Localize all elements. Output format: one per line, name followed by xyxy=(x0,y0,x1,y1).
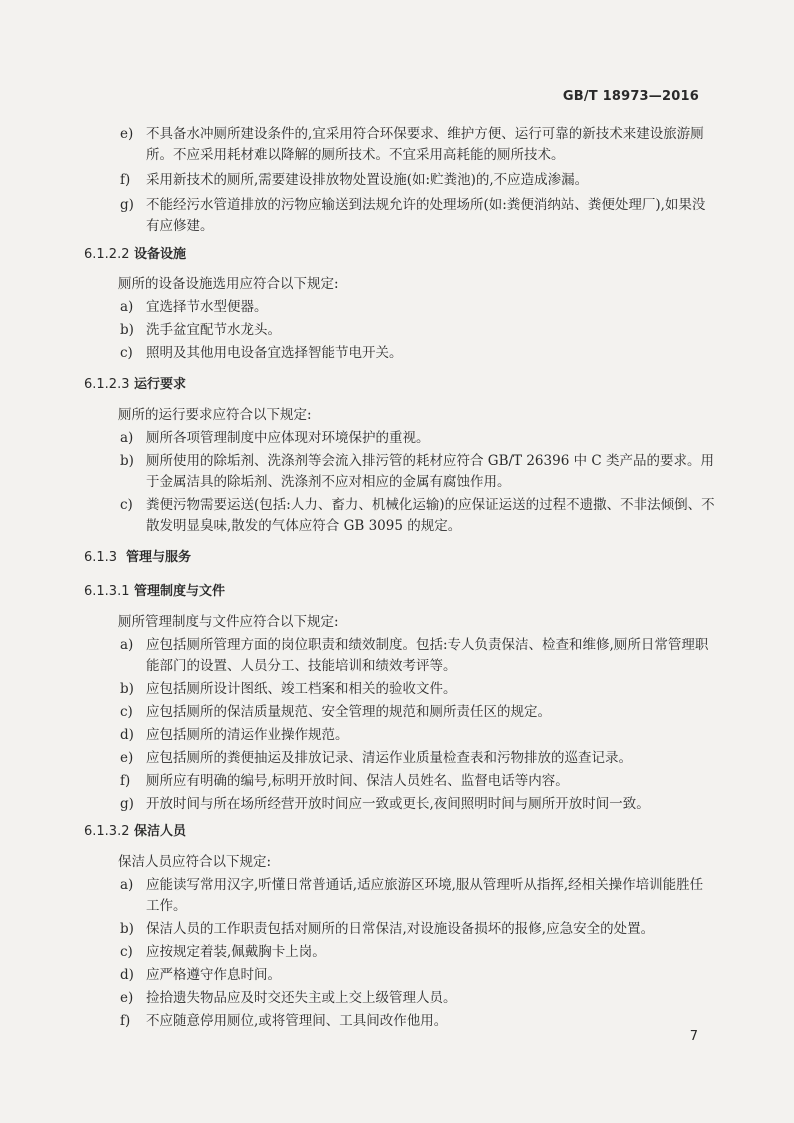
list-marker: a) xyxy=(120,430,134,446)
section-number: 6.1.3 xyxy=(84,550,118,565)
list-item xyxy=(96,875,716,917)
list-text: 保洁人员的工作职责包括对厕所的日常保洁,对设施设备损坏的报修,应急安全的处置。 xyxy=(146,921,655,937)
list-item xyxy=(96,794,716,815)
list-item xyxy=(96,942,716,963)
list-item xyxy=(96,965,716,986)
section-number: 6.1.2.2 xyxy=(84,247,130,262)
list-marker: a) xyxy=(120,299,134,315)
section-6123-body xyxy=(96,405,716,537)
section-title: 设备设施 xyxy=(134,247,187,262)
list-item xyxy=(96,495,716,537)
section-6131 xyxy=(84,582,704,602)
list-item xyxy=(96,988,716,1009)
list-item xyxy=(96,451,716,493)
section-heading xyxy=(84,582,704,602)
list-text: 应包括厕所管理方面的岗位职责和绩效制度。包括:专人负责保洁、检查和维修,厕所日常管理职能部门的设置、人员分工、技能培训和绩效考评等。 xyxy=(146,637,709,674)
section-6123 xyxy=(84,375,704,395)
list-item xyxy=(96,124,716,166)
list-item xyxy=(96,702,716,723)
list-marker: c) xyxy=(120,704,133,720)
list-text: 采用新技术的厕所,需要建设排放物处置设施(如:贮粪池)的,不应造成渗漏。 xyxy=(146,172,589,188)
list-item xyxy=(96,1011,716,1032)
list-item xyxy=(96,919,716,940)
list-marker: g) xyxy=(120,796,134,812)
list-marker: b) xyxy=(120,681,134,697)
section-6122-body xyxy=(96,274,716,364)
list-text: 应包括厕所的保洁质量规范、安全管理的规范和厕所责任区的规定。 xyxy=(146,704,551,720)
list-marker: c) xyxy=(120,345,133,361)
list-text: 应严格遵守作息时间。 xyxy=(146,967,281,983)
section-intro: 保洁人员应符合以下规定: xyxy=(118,854,272,870)
section-title: 运行要求 xyxy=(134,377,187,392)
section-title: 保洁人员 xyxy=(134,824,187,839)
list-marker: f) xyxy=(120,1013,131,1029)
section-number: 6.1.3.2 xyxy=(84,824,130,839)
list-item xyxy=(96,428,716,449)
list-text: 捡拾遗失物品应及时交还失主或上交上级管理人员。 xyxy=(146,990,457,1006)
list-text: 不能经污水管道排放的污物应输送到法规允许的处理场所(如:粪便消纳站、粪便处理厂),如果没有应修建。 xyxy=(146,197,706,234)
section-6132 xyxy=(84,822,704,842)
list-item xyxy=(96,170,716,191)
standard-number: GB/T 18973—2016 xyxy=(562,89,699,104)
list-item xyxy=(96,635,716,677)
section-intro: 厕所的运行要求应符合以下规定: xyxy=(118,407,312,423)
list-item xyxy=(96,748,716,769)
list-item xyxy=(96,679,716,700)
list-text: 应包括厕所的清运作业操作规范。 xyxy=(146,727,349,743)
list-text: 应按规定着装,佩戴胸卡上岗。 xyxy=(146,944,326,960)
section-heading xyxy=(84,245,704,265)
list-text: 厕所应有明确的编号,标明开放时间、保洁人员姓名、监督电话等内容。 xyxy=(146,773,569,789)
list-marker: c) xyxy=(120,944,133,960)
list-item xyxy=(96,320,716,341)
list-marker: e) xyxy=(120,990,134,1006)
list-text: 宜选择节水型便器。 xyxy=(146,299,268,315)
list-text: 厕所各项管理制度中应体现对环境保护的重视。 xyxy=(146,430,430,446)
list-marker: b) xyxy=(120,322,134,338)
section-intro: 厕所管理制度与文件应符合以下规定: xyxy=(118,614,339,630)
page-number: 7 xyxy=(689,1029,698,1044)
list-marker: f) xyxy=(120,172,131,188)
list-item xyxy=(96,195,716,237)
section-number: 6.1.2.3 xyxy=(84,377,130,392)
list-text: 厕所使用的除垢剂、洗涤剂等会流入排污管的耗材应符合 GB/T 26396 中 C 类产品的要求。用于金属洁具的除垢剂、洗涤剂不应对相应的金属有腐蚀作用。 xyxy=(146,453,714,490)
list-item xyxy=(96,725,716,746)
list-item xyxy=(96,343,716,364)
list-marker: b) xyxy=(120,921,134,937)
list-marker: d) xyxy=(120,967,134,983)
list-marker: e) xyxy=(120,750,134,766)
list-text: 应能读写常用汉字,听懂日常普通话,适应旅游区环境,服从管理听从指挥,经相关操作培训能胜任工作。 xyxy=(146,877,704,914)
list-text: 粪便污物需要运送(包括:人力、畜力、机械化运输)的应保证运送的过程不遗撒、不非法倾倒、不散发明显臭味,散发的气体应符合 GB 3095 的规定。 xyxy=(146,497,715,534)
list-marker: a) xyxy=(120,637,134,653)
list-item xyxy=(96,771,716,792)
section-number: 6.1.3.1 xyxy=(84,584,130,599)
section-heading xyxy=(84,822,704,842)
list-marker: g) xyxy=(120,197,134,213)
list-text: 照明及其他用电设备宜选择智能节电开关。 xyxy=(146,345,403,361)
list-text: 开放时间与所在场所经营开放时间应一致或更长,夜间照明时间与厕所开放时间一致。 xyxy=(146,796,650,812)
list-marker: c) xyxy=(120,497,133,513)
list-text: 应包括厕所的粪便抽运及排放记录、清运作业质量检查表和污物排放的巡查记录。 xyxy=(146,750,632,766)
list-marker: f) xyxy=(120,773,131,789)
list-text: 洗手盆宜配节水龙头。 xyxy=(146,322,281,338)
list-text: 不具备水冲厕所建设条件的,宜采用符合环保要求、维护方便、运行可靠的新技术来建设旅游厕所。不应采用耗材难以降解的厕所技术。不宜采用高耗能的厕所技术。 xyxy=(146,126,704,163)
list-item xyxy=(96,297,716,318)
section-intro: 厕所的设备设施选用应符合以下规定: xyxy=(118,276,339,292)
section-6131-body xyxy=(96,612,716,815)
section-title: 管理与服务 xyxy=(126,550,192,565)
list-marker: b) xyxy=(120,453,134,469)
list-marker: a) xyxy=(120,877,134,893)
list-text: 不应随意停用厕位,或将管理间、工具间改作他用。 xyxy=(146,1013,448,1029)
section-6122 xyxy=(84,245,704,265)
list-continued xyxy=(96,124,716,237)
list-marker: e) xyxy=(120,126,134,142)
list-marker: d) xyxy=(120,727,134,743)
section-heading xyxy=(84,548,704,568)
section-6132-body xyxy=(96,852,716,1032)
section-title: 管理制度与文件 xyxy=(134,584,226,599)
section-613 xyxy=(84,548,704,568)
list-text: 应包括厕所设计图纸、竣工档案和相关的验收文件。 xyxy=(146,681,457,697)
section-heading xyxy=(84,375,704,395)
